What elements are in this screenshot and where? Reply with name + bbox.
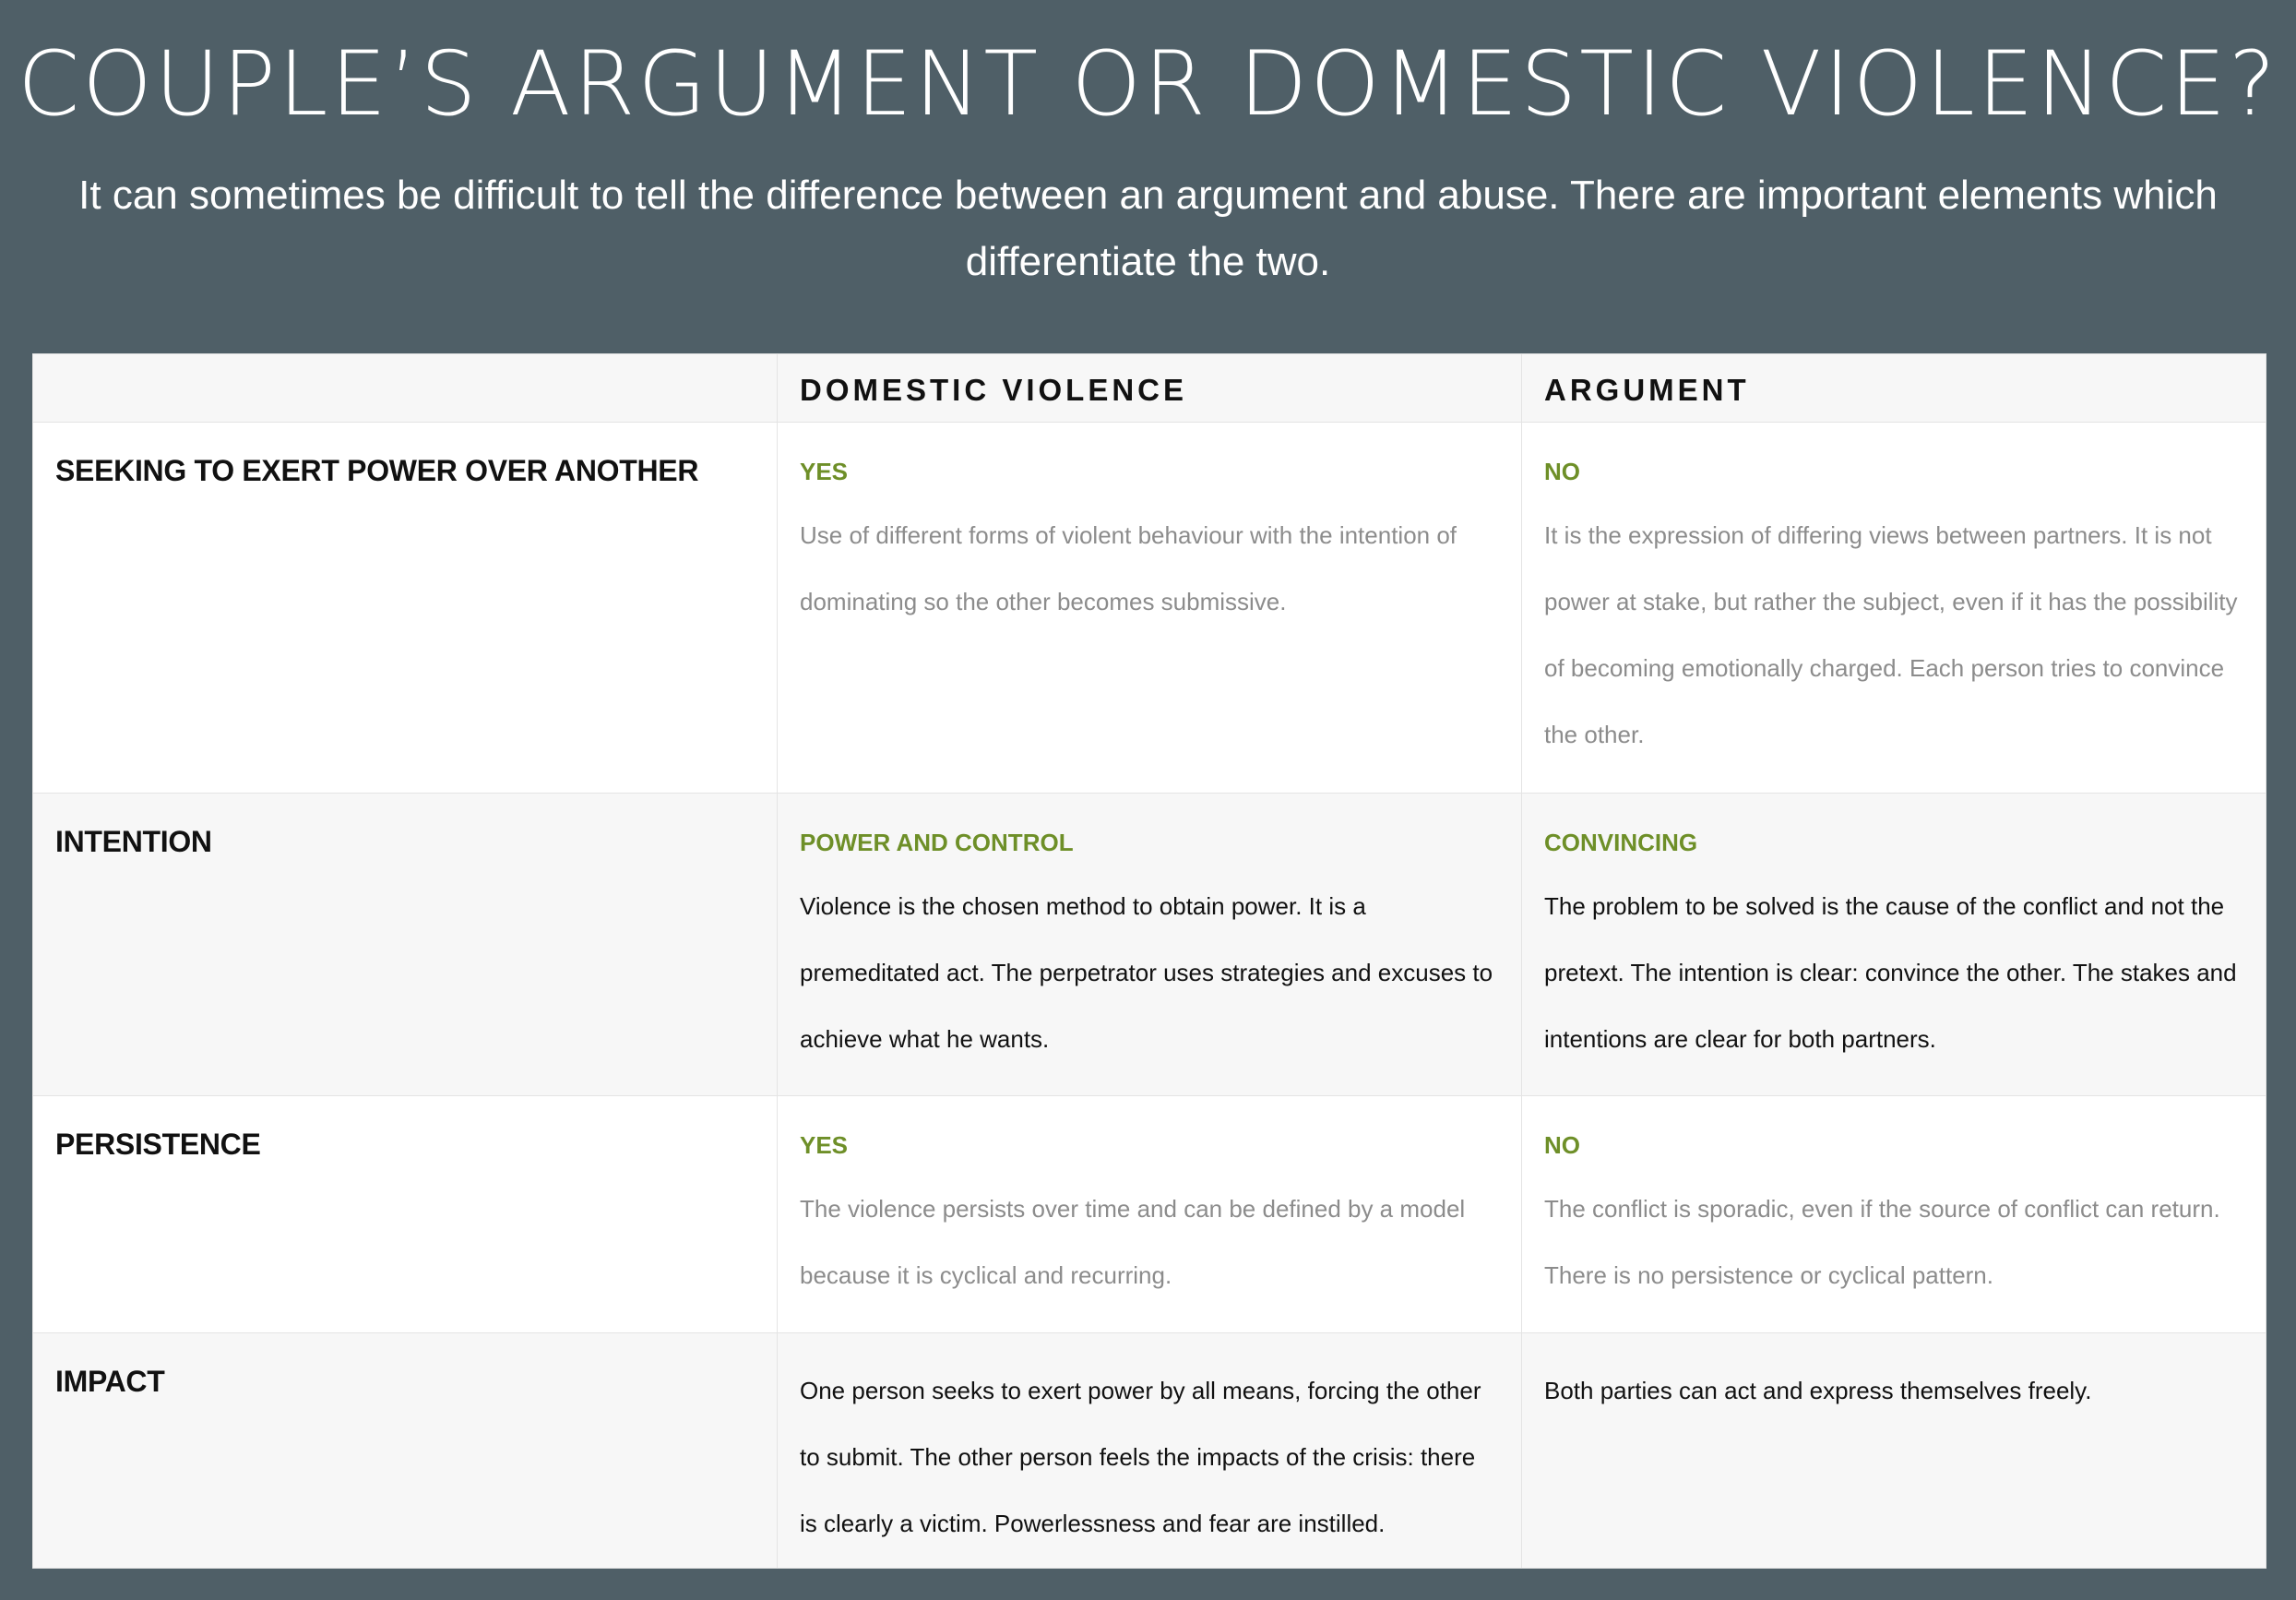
argument-tag: CONVINCING (1544, 829, 1698, 856)
row-label: PERSISTENCE (55, 1128, 261, 1161)
dv-tag: YES (800, 1131, 849, 1159)
table-row (33, 423, 2266, 794)
argument-cell (1522, 423, 2266, 794)
dv-cell (778, 423, 1522, 794)
row-label: IMPACT (55, 1365, 165, 1398)
dv-cell (778, 794, 1522, 1096)
comparison-table (32, 353, 2266, 1568)
dv-cell (778, 1333, 1522, 1569)
argument-tag: NO (1544, 1131, 1580, 1159)
argument-cell (1522, 794, 2266, 1096)
dv-description: Violence is the chosen method to obtain power. It is a premeditated act. The perpetrator uses strategies and excuses to achieve what he wants. (800, 892, 1493, 1053)
argument-description: The problem to be solved is the cause of the conflict and not the pretext. The intention is clear: convince the other. The stakes and intentions are clear for both partners. (1544, 892, 2237, 1053)
table-row (33, 1333, 2266, 1569)
argument-cell (1522, 1333, 2266, 1569)
argument-tag: NO (1544, 458, 1580, 485)
argument-description: Both parties can act and express themselves freely. (1544, 1377, 2092, 1404)
row-label-cell (33, 794, 778, 1096)
argument-description: The conflict is sporadic, even if the source of conflict can return. There is no persistence or cyclical pattern. (1544, 1195, 2220, 1289)
table-row (33, 1096, 2266, 1333)
page-title: COUPLE’S ARGUMENT OR DOMESTIC VIOLENCE? (18, 32, 2278, 136)
header-argument: ARGUMENT (1522, 354, 2266, 423)
dv-tag: YES (800, 458, 849, 485)
table-header-row (33, 354, 2266, 423)
header-domestic-violence: DOMESTIC VIOLENCE (778, 354, 1522, 423)
dv-tag: POWER AND CONTROL (800, 829, 1074, 856)
row-label: INTENTION (55, 825, 212, 858)
row-label-cell (33, 423, 778, 794)
argument-description: It is the expression of differing views between partners. It is not power at stake, but rather the subject, even if it has the possibility of becoming emotionally charged. Each person tries to convince the other. (1544, 521, 2238, 748)
row-label: SEEKING TO EXERT POWER OVER ANOTHER (55, 454, 699, 487)
dv-description: Use of different forms of violent behaviour with the intention of dominating so the other becomes submissive. (800, 521, 1457, 615)
row-label-cell (33, 1333, 778, 1569)
dv-cell (778, 1096, 1522, 1333)
dv-description: The violence persists over time and can be defined by a model because it is cyclical and recurring. (800, 1195, 1466, 1289)
argument-cell (1522, 1096, 2266, 1333)
table-row (33, 794, 2266, 1096)
header-empty (33, 354, 778, 423)
page-subtitle: It can sometimes be difficult to tell the difference between an argument and abuse. There are important elements which differentiate the two. (78, 173, 2218, 284)
row-label-cell (33, 1096, 778, 1333)
dv-description: One person seeks to exert power by all means, forcing the other to submit. The other person feels the impacts of the crisis: there is clearly a victim. Powerlessness and fear are instilled. (800, 1377, 1481, 1537)
